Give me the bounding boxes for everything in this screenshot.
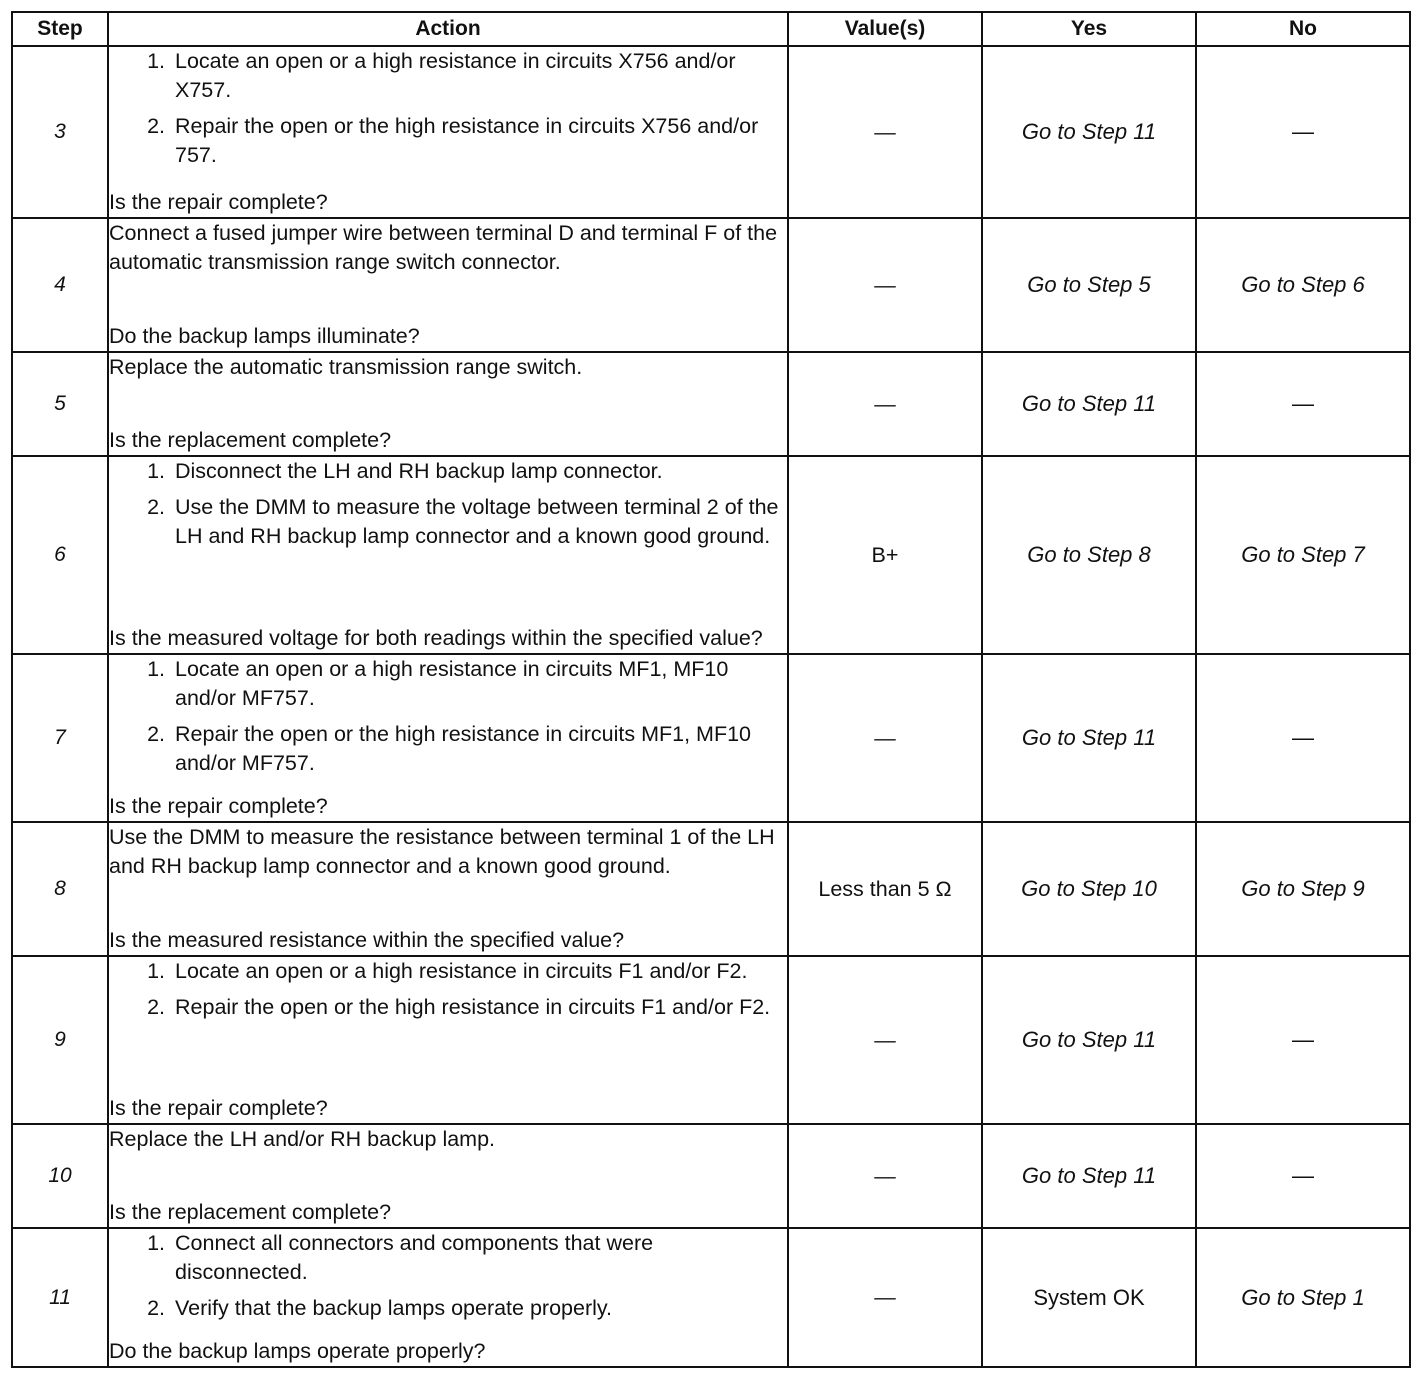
yes-cell: Go to Step 10 (982, 822, 1196, 956)
no-cell: Go to Step 7 (1196, 456, 1410, 654)
action-cell (108, 654, 788, 822)
no-cell: Go to Step 1 (1196, 1228, 1410, 1367)
value-cell: — (788, 956, 982, 1124)
yes-cell: Go to Step 8 (982, 456, 1196, 654)
action-question: Is the repair complete? (109, 190, 328, 214)
action-cell (108, 46, 788, 218)
action-question: Is the measured voltage for both readings within the specified value? (109, 626, 763, 650)
table-row (12, 352, 1410, 456)
action-item: 2. Repair the open or the high resistance in circuits F1 and/or F2. (171, 993, 787, 1022)
action-question: Is the repair complete? (109, 1096, 328, 1120)
value-cell: — (788, 352, 982, 456)
no-cell: — (1196, 352, 1410, 456)
header-row (12, 12, 1410, 46)
yes-cell: Go to Step 11 (982, 654, 1196, 822)
action-item: 1. Disconnect the LH and RH backup lamp connector. (171, 457, 787, 486)
action-question: Is the replacement complete? (109, 428, 392, 452)
action-list (109, 457, 787, 558)
action-cell (108, 1124, 788, 1228)
action-question: Is the replacement complete? (109, 1200, 392, 1224)
no-cell: — (1196, 956, 1410, 1124)
header-step: Step (12, 12, 108, 46)
action-item: 2. Repair the open or the high resistance in circuits X756 and/or 757. (171, 112, 787, 170)
step-number: 6 (12, 456, 108, 654)
yes-cell: Go to Step 11 (982, 352, 1196, 456)
value-cell: — (788, 218, 982, 352)
value-cell: B+ (788, 456, 982, 654)
action-cell (108, 956, 788, 1124)
yes-cell: Go to Step 11 (982, 46, 1196, 218)
action-text: Replace the automatic transmission range switch. (109, 355, 583, 379)
table-row (12, 822, 1410, 956)
action-list (109, 655, 787, 785)
table-row (12, 456, 1410, 654)
action-text: Replace the LH and/or RH backup lamp. (109, 1127, 496, 1151)
no-cell: — (1196, 654, 1410, 822)
action-item: 2. Verify that the backup lamps operate properly. (171, 1294, 787, 1323)
action-question: Is the repair complete? (109, 794, 328, 818)
value-cell: Less than 5 Ω (788, 822, 982, 956)
action-text: Connect a fused jumper wire between terminal D and terminal F of the automatic transmission range switch connector. (109, 221, 778, 274)
no-cell: Go to Step 6 (1196, 218, 1410, 352)
action-item: 1. Locate an open or a high resistance in circuits F1 and/or F2. (171, 957, 787, 986)
table-row (12, 1228, 1410, 1367)
table-row (12, 654, 1410, 822)
yes-cell: Go to Step 11 (982, 956, 1196, 1124)
value-cell: — (788, 46, 982, 218)
step-number: 10 (12, 1124, 108, 1228)
step-number: 7 (12, 654, 108, 822)
yes-cell: System OK (982, 1228, 1196, 1367)
action-cell (108, 218, 788, 352)
action-item: 2. Repair the open or the high resistance in circuits MF1, MF10 and/or MF757. (171, 720, 787, 778)
action-cell (108, 352, 788, 456)
yes-cell: Go to Step 11 (982, 1124, 1196, 1228)
action-question: Do the backup lamps operate properly? (109, 1339, 486, 1363)
value-cell: — (788, 654, 982, 822)
action-item: 2. Use the DMM to measure the voltage between terminal 2 of the LH and RH backup lamp connector and a known good ground. (171, 493, 787, 551)
action-cell (108, 1228, 788, 1367)
value-cell: — (788, 1124, 982, 1228)
step-number: 11 (12, 1228, 108, 1367)
step-number: 4 (12, 218, 108, 352)
diagnostic-table (11, 11, 1411, 1368)
step-number: 8 (12, 822, 108, 956)
action-list (109, 47, 787, 177)
table-row (12, 218, 1410, 352)
action-item: 1. Connect all connectors and components that were disconnected. (171, 1229, 787, 1287)
table-row (12, 46, 1410, 218)
step-number: 3 (12, 46, 108, 218)
no-cell: Go to Step 9 (1196, 822, 1410, 956)
action-cell (108, 822, 788, 956)
header-action: Action (108, 12, 788, 46)
header-no: No (1196, 12, 1410, 46)
step-number: 9 (12, 956, 108, 1124)
action-text: Use the DMM to measure the resistance between terminal 1 of the LH and RH backup lamp connector and a known good ground. (109, 825, 775, 878)
action-item: 1. Locate an open or a high resistance in circuits X756 and/or X757. (171, 47, 787, 105)
no-cell: — (1196, 1124, 1410, 1228)
action-question: Is the measured resistance within the specified value? (109, 928, 625, 952)
header-yes: Yes (982, 12, 1196, 46)
header-values: Value(s) (788, 12, 982, 46)
action-item: 1. Locate an open or a high resistance in circuits MF1, MF10 and/or MF757. (171, 655, 787, 713)
action-cell (108, 456, 788, 654)
table-row (12, 956, 1410, 1124)
action-list (109, 1229, 787, 1330)
no-cell: — (1196, 46, 1410, 218)
table-row (12, 1124, 1410, 1228)
yes-cell: Go to Step 5 (982, 218, 1196, 352)
action-list (109, 957, 787, 1029)
value-cell: — (788, 1228, 982, 1367)
step-number: 5 (12, 352, 108, 456)
action-question: Do the backup lamps illuminate? (109, 324, 420, 348)
